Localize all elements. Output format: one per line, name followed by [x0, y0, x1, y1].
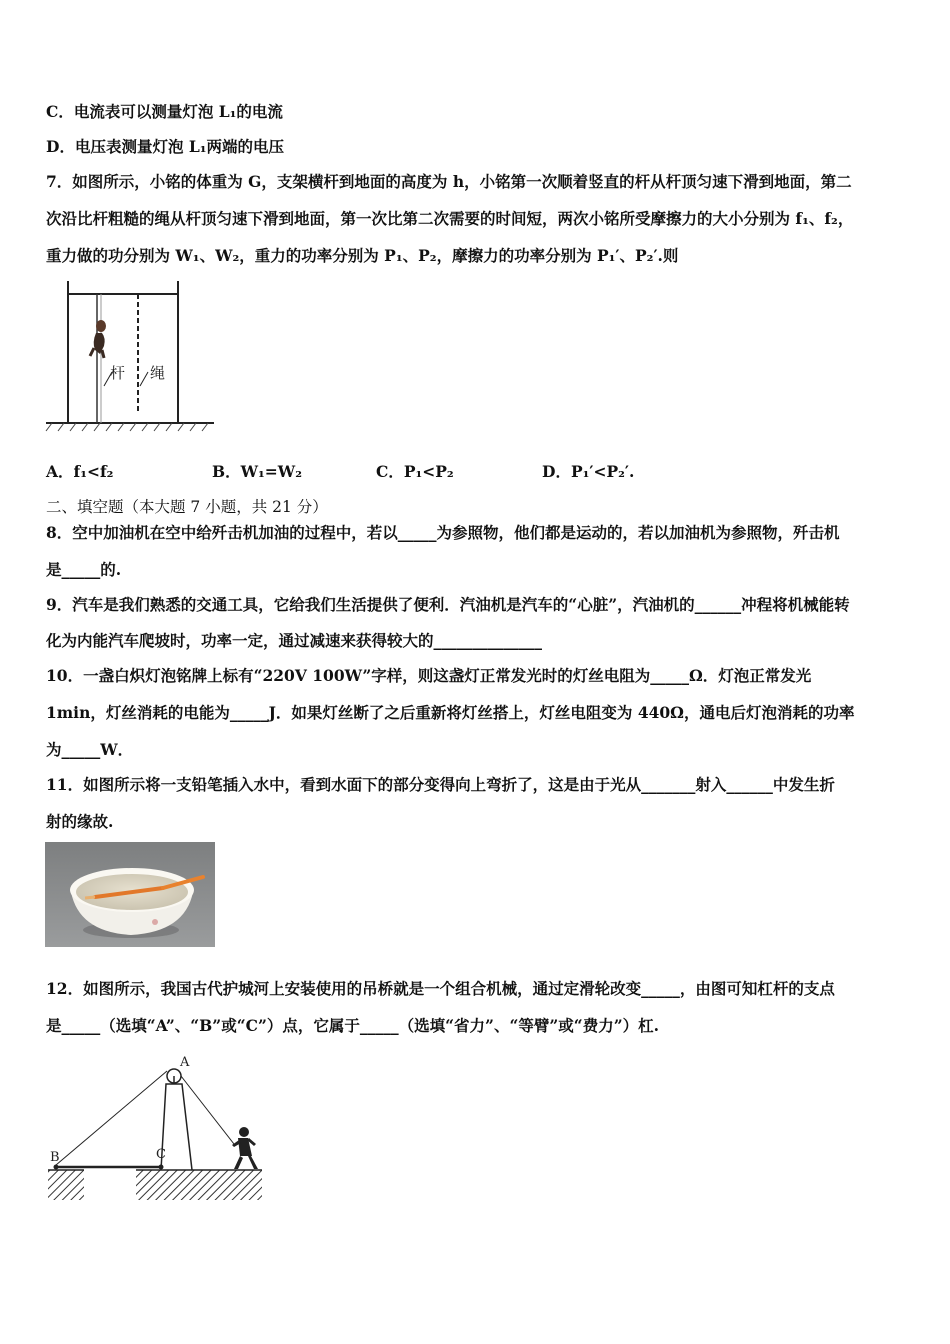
- q9-line-2: 化为内能汽车爬坡时，功率一定，通过减速来获得较大的______________: [46, 631, 543, 650]
- q11-line-1: 11．如图所示将一支铅笔插入水中，看到水面下的部分变得向上弯折了，这是由于光从_______射入______中发生折: [46, 775, 835, 794]
- q7-option-c: C．P₁<P₂: [376, 462, 454, 481]
- q8-line-2: 是_____的.: [46, 560, 122, 579]
- q10-line-3: 为_____W．: [46, 740, 134, 759]
- q7-figure: [44, 278, 219, 433]
- q10-line-1: 10．一盏白炽灯泡铭牌上标有“220V 100W”字样，则这盏灯正常发光时的灯丝电阻为_____Ω．灯泡正常发光: [46, 666, 812, 685]
- ground-hatch: [46, 423, 208, 431]
- right-bank: [136, 1170, 262, 1200]
- bowl-pencil-photo: [45, 842, 215, 947]
- drawbridge-figure: [44, 1048, 269, 1203]
- q8-line-1: 8．空中加油机在空中给歼击机加油的过程中，若以_____为参照物，他们都是运动的，若以加油机为参照物，歼击机: [46, 523, 840, 542]
- q10-line-2: 1min，灯丝消耗的电能为_____J．如果灯丝断了之后重新将灯丝搭上，灯丝电阻变为 440Ω，通电后灯泡消耗的功率: [46, 703, 855, 722]
- left-bank: [48, 1170, 84, 1200]
- q7-option-a: A．f₁<f₂: [46, 462, 114, 481]
- label-b: B: [50, 1150, 60, 1165]
- q7-line-1: 7．如图所示，小铭的体重为 G，支架横杆到地面的高度为 h，小铭第一次顺着竖直的杆从杆顶匀速下滑到地面，第二: [46, 172, 852, 191]
- q9-line-1: 9．汽车是我们熟悉的交通工具，它给我们生活提供了便利．汽油机是汽车的“心脏”，汽油机的______冲程将机械能转: [46, 595, 850, 614]
- q11-line-2: 射的缘故.: [46, 812, 114, 831]
- option-d-prev: D．电压表测量灯泡 L₁两端的电压: [46, 137, 285, 156]
- q7-line-2: 次沿比杆粗糙的绳从杆顶匀速下滑到地面，第一次比第二次需要的时间短，两次小铭所受摩擦力的大小分别为 f₁、f₂，: [46, 209, 854, 228]
- q7-line-3: 重力做的功分别为 W₁、W₂，重力的功率分别为 P₁、P₂，摩擦力的功率分别为 P₁′、P₂′.则: [46, 246, 679, 265]
- rope-to-man: [181, 1076, 234, 1144]
- person-pulling-figure: [232, 1127, 258, 1169]
- rope-to-bridge: [56, 1071, 167, 1165]
- q7-option-b: B．W₁=W₂: [212, 462, 302, 481]
- label-c: C: [156, 1147, 166, 1162]
- q7-option-d: D．P₁′<P₂′.: [542, 462, 635, 481]
- label-a: A: [180, 1055, 190, 1070]
- q7-options: [46, 462, 896, 482]
- q12-line-1: 12．如图所示，我国古代护城河上安装使用的吊桥就是一个组合机械，通过定滑轮改变_____，由图可知杠杆的支点: [46, 979, 835, 998]
- label-pole: 杆: [110, 364, 126, 382]
- q12-line-2: 是_____（选填“A”、“B”或“C”）点，它属于_____（选填“省力”、“等臂”或“费力”）杠.: [46, 1016, 660, 1035]
- label-rope: 绳: [150, 364, 166, 382]
- section-heading: 二、填空题（本大题 7 小题，共 21 分）: [46, 498, 328, 516]
- climber-figure: [90, 320, 106, 358]
- option-c-prev: C．电流表可以测量灯泡 L₁的电流: [46, 102, 283, 121]
